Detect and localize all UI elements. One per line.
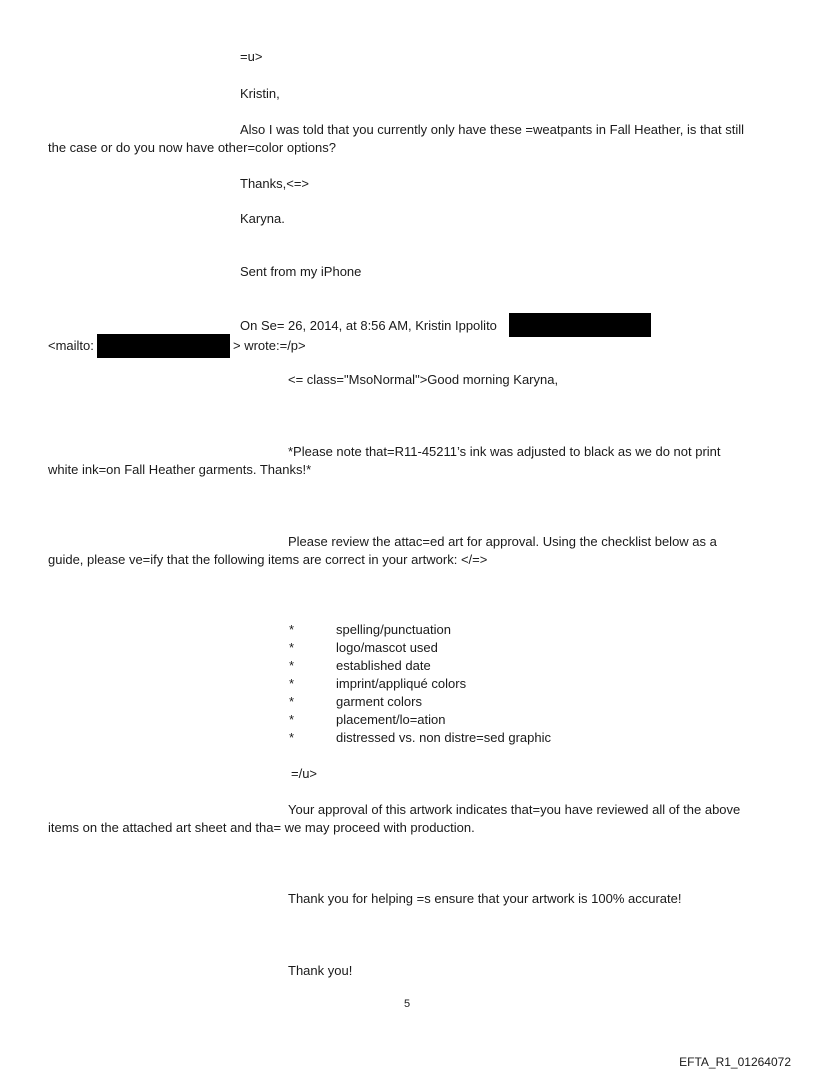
document-id: EFTA_R1_01264072 — [679, 1055, 791, 1069]
review-line-2: guide, please ve=ify that the following items are correct in your artwork: </=> — [48, 552, 488, 567]
checklist-label: imprint/appliqué colors — [336, 676, 467, 691]
sent-from-line: Sent from my iPhone — [240, 264, 362, 279]
quote-header-mailto: <mailto: — [48, 338, 94, 353]
checklist-label: established date — [336, 658, 431, 673]
paragraph-sweatpants-line-2: the case or do you now have other=color options? — [48, 140, 336, 155]
greeting-kristin: Kristin, — [240, 86, 280, 101]
redaction-bar-email — [509, 313, 651, 337]
quote-header-line-1: On Se= 26, 2014, at 8:56 AM, Kristin Ippolito — [240, 318, 497, 333]
checklist-label: distressed vs. non distre=sed graphic — [336, 730, 551, 745]
bullet-marker: * — [289, 712, 295, 727]
approval-line-1: Your approval of this artwork indicates that=you have reviewed all of the above — [288, 802, 741, 817]
bullet-marker: * — [289, 676, 295, 691]
checklist-label: placement/lo=ation — [336, 712, 446, 727]
bullet-marker: * — [289, 640, 295, 655]
redaction-bar-mailto — [97, 334, 230, 358]
bullet-marker: * — [289, 658, 295, 673]
review-line-1: Please review the attac=ed art for approval. Using the checklist below as a — [288, 534, 717, 549]
checklist-label: spelling/punctuation — [336, 622, 451, 637]
approval-line-2: items on the attached art sheet and tha= we may proceed with production. — [48, 820, 475, 835]
signature-karyna: Karyna. — [240, 211, 285, 226]
bullet-marker: * — [289, 622, 295, 637]
accuracy-line: Thank you for helping =s ensure that your artwork is 100% accurate! — [288, 891, 682, 906]
bullet-marker: * — [289, 694, 295, 709]
encoded-fragment-open: =u> — [240, 49, 263, 64]
checklist-label: logo/mascot used — [336, 640, 438, 655]
checklist-label: garment colors — [336, 694, 422, 709]
note-line-2: white ink=on Fall Heather garments. Thanks!* — [48, 462, 312, 477]
bullet-marker: * — [289, 730, 295, 745]
paragraph-sweatpants-line-1: Also I was told that you currently only have these =weatpants in Fall Heather, is that still — [240, 122, 745, 137]
note-line-1: *Please note that=R11-45211’s ink was adjusted to black as we do not print — [288, 444, 721, 459]
encoded-fragment-close: =/u> — [291, 766, 318, 781]
closing-thank-you: Thank you! — [288, 963, 353, 978]
quote-header-wrote: > wrote:=/p> — [233, 338, 306, 353]
thanks-line: Thanks,<=> — [240, 176, 310, 191]
reply-greeting: <= class="MsoNormal">Good morning Karyna, — [288, 372, 559, 387]
page-number: 5 — [404, 998, 411, 1010]
